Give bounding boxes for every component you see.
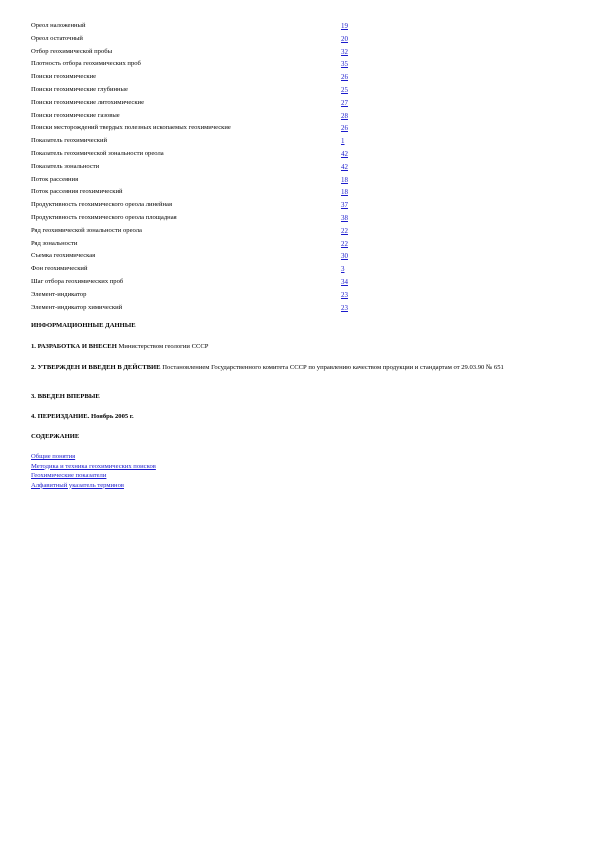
index-page-link[interactable]: 30 bbox=[341, 252, 348, 261]
alphabetical-index bbox=[31, 20, 371, 314]
contents-link[interactable]: Алфавитный указатель терминов bbox=[31, 481, 124, 489]
index-term: Ряд зональности bbox=[31, 239, 78, 247]
index-row bbox=[31, 20, 371, 33]
index-page-link[interactable]: 1 bbox=[341, 137, 345, 146]
index-page-link[interactable]: 25 bbox=[341, 85, 348, 94]
index-page-link[interactable]: 34 bbox=[341, 277, 348, 286]
index-term: Показатель геохимической зональности ореола bbox=[31, 149, 164, 157]
index-page-link[interactable]: 18 bbox=[341, 175, 348, 184]
index-term: Элемент-индикатор bbox=[31, 290, 87, 298]
contents-list bbox=[31, 452, 156, 490]
index-row bbox=[31, 238, 371, 251]
index-row bbox=[31, 33, 371, 46]
info-item-4: 4. ПЕРЕИЗДАНИЕ. Ноябрь 2005 г. bbox=[31, 413, 134, 420]
index-term: Фон геохимический bbox=[31, 265, 88, 273]
index-term: Показатель зональности bbox=[31, 162, 100, 170]
index-term: Элемент-индикатор химический bbox=[31, 303, 123, 311]
index-row bbox=[31, 276, 371, 289]
index-term: Поток рассеяния bbox=[31, 175, 79, 183]
index-row bbox=[31, 289, 371, 302]
index-page-link[interactable]: 42 bbox=[341, 162, 348, 171]
index-term: Поиски геохимические глубинные bbox=[31, 85, 128, 93]
info-item-2-text: Постановлением Государственного комитета СССР по управлению качеством продукции и стандартам от 29.03.90 № 651 bbox=[162, 364, 504, 371]
index-row bbox=[31, 250, 371, 263]
index-page-link[interactable]: 22 bbox=[341, 226, 348, 235]
info-item-1-text: Министерством геологии СССР bbox=[118, 343, 209, 350]
index-row bbox=[31, 199, 371, 212]
index-row bbox=[31, 84, 371, 97]
index-row bbox=[31, 186, 371, 199]
index-term: Ореол остаточный bbox=[31, 34, 83, 42]
index-row bbox=[31, 46, 371, 59]
index-page-link[interactable]: 22 bbox=[341, 239, 348, 248]
index-row bbox=[31, 71, 371, 84]
index-term: Шаг отбора геохимических проб bbox=[31, 277, 124, 285]
index-row bbox=[31, 161, 371, 174]
index-row bbox=[31, 263, 371, 276]
index-term: Продуктивность геохимического ореола площадная bbox=[31, 213, 177, 221]
index-term: Поиски месторождений твердых полезных ископаемых геохимические bbox=[31, 124, 231, 132]
index-page-link[interactable]: 37 bbox=[341, 201, 348, 210]
contents-link[interactable]: Методика и техника геохимических поисков bbox=[31, 462, 156, 470]
index-page-link[interactable]: 18 bbox=[341, 188, 348, 197]
index-row bbox=[31, 135, 371, 148]
index-term: Плотность отбора геохимических проб bbox=[31, 60, 141, 68]
index-page-link[interactable]: 35 bbox=[341, 60, 348, 69]
index-page-link[interactable]: 28 bbox=[341, 111, 348, 120]
info-item-2-label: 2. УТВЕРЖДЕН И ВВЕДЕН В ДЕЙСТВИЕ bbox=[31, 364, 161, 371]
index-page-link[interactable]: 27 bbox=[341, 98, 348, 107]
index-page-link[interactable]: 19 bbox=[341, 22, 348, 30]
index-page-link[interactable]: 26 bbox=[341, 124, 348, 133]
index-term: Поток рассеяния геохимический bbox=[31, 188, 123, 196]
index-row bbox=[31, 174, 371, 187]
index-term: Поиски геохимические bbox=[31, 73, 97, 81]
index-term: Поиски геохимические газовые bbox=[31, 111, 120, 119]
index-term: Ореол наложенный bbox=[31, 22, 86, 29]
index-row bbox=[31, 122, 371, 135]
index-page-link[interactable]: 26 bbox=[341, 73, 348, 82]
index-term: Продуктивность геохимического ореола линейная bbox=[31, 201, 172, 209]
index-row bbox=[31, 97, 371, 110]
contents-link[interactable]: Геохимические показатели bbox=[31, 472, 107, 479]
index-page-link[interactable]: 23 bbox=[341, 303, 348, 312]
index-term: Отбор геохимической пробы bbox=[31, 47, 113, 55]
info-item-2 bbox=[31, 362, 551, 374]
index-row bbox=[31, 302, 371, 315]
info-item-1 bbox=[31, 341, 551, 353]
index-row bbox=[31, 225, 371, 238]
contents-heading: СОДЕРЖАНИЕ bbox=[31, 433, 80, 440]
index-term: Показатель геохимический bbox=[31, 137, 108, 145]
index-term: Съемка геохимическая bbox=[31, 252, 96, 260]
info-item-1-label: 1. РАЗРАБОТКА И ВНЕСЕН bbox=[31, 343, 117, 350]
index-page-link[interactable]: 32 bbox=[341, 47, 348, 56]
info-heading: ИНФОРМАЦИОННЫЕ ДАННЫЕ bbox=[31, 322, 136, 329]
index-row bbox=[31, 110, 371, 123]
index-page-link[interactable]: 3 bbox=[341, 265, 345, 274]
index-page-link[interactable]: 20 bbox=[341, 34, 348, 43]
contents-link[interactable]: Общие понятия bbox=[31, 453, 76, 460]
index-page-link[interactable]: 38 bbox=[341, 213, 348, 222]
index-row bbox=[31, 212, 371, 225]
index-page-link[interactable]: 23 bbox=[341, 290, 348, 299]
index-term: Поиски геохимические литохимические bbox=[31, 98, 145, 106]
index-row bbox=[31, 148, 371, 161]
index-term: Ряд геохимической зональности ореола bbox=[31, 226, 142, 234]
info-item-3: 3. ВВЕДЕН ВПЕРВЫЕ bbox=[31, 393, 100, 400]
index-row bbox=[31, 58, 371, 71]
index-page-link[interactable]: 42 bbox=[341, 149, 348, 158]
